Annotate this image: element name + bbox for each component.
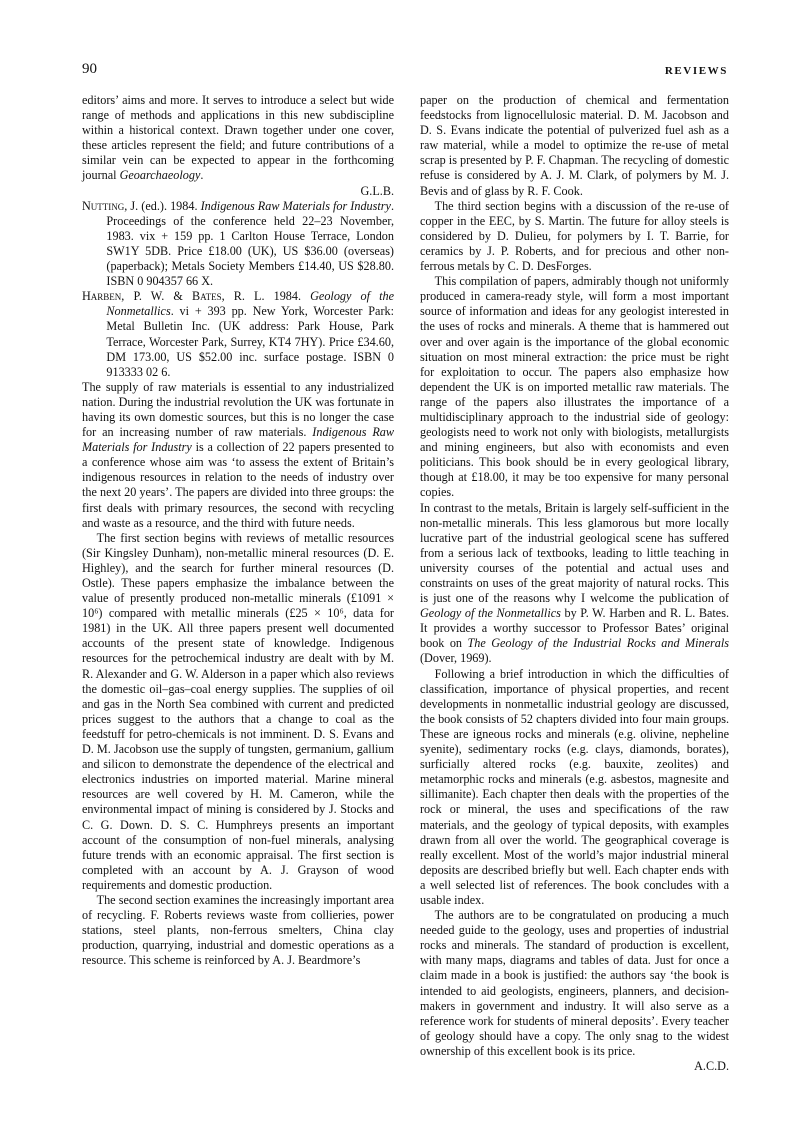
page-number: 90 xyxy=(82,61,97,77)
body-paragraph xyxy=(82,380,394,531)
journal-title: Geoarchaeology xyxy=(119,168,201,183)
body-paragraph: The third section begins with a discussion of the re-use of copper in the EEC, by S. Martin. The future for alloy steels is considered by D. Dulieu, for polymers by I. T. Barrie, for ceramics by J. P. Roberts, and for precious and other non-ferrous metals by C. D. DesForges. xyxy=(420,198,729,274)
intro-paragraph xyxy=(82,93,394,184)
right-column xyxy=(420,93,729,1074)
intro-text: editors’ aims and more. It serves to introduce a select but wide range of methods and applications in this new subdiscipline within a historical context. Drawn together under one cover, these articles represent the field; and future contributions of a similar vein can be expected to appear in the forthcoming journal xyxy=(82,93,394,183)
body-paragraph: The authors are to be congratulated on producing a much needed guide to the geology, uses and properties of industrial rocks and minerals. The standard of production is excellent, with many maps, diagrams and tables of data. Just for once a claim made in a book is justified: the authors say ‘the book is intended to aid geologists, engineers, planners, and decision-makers in government and industry. It will also serve as a reference work for students of mineral deposits’. Every teacher of geology should have a copy. The only snag to the widest ownership of this excellent book is its price. xyxy=(420,908,729,1058)
running-head: REVIEWS xyxy=(664,65,728,77)
body-paragraph: This compilation of papers, admirably though not uniformly produced in camera-ready style, will form a most important source of information and ideas for any geologist interested in the uses of rocks and minerals. A theme that is hammered out over and over again is the importance of the global economic situation on most mineral extraction: the price must be right for exploitation to occur. The papers also emphasize how dependent the UK is on imported metallic raw materials. The range of the papers also illustrates the importance of a multidisciplinary approach to the industrial side of geology: geologists need to work not only with biologists, metallurgists and mining engineers, but also with economists and even politicians. This book should be in every geological library, though at £18.00, it may be too expensive for many personal copies. xyxy=(420,274,729,500)
left-column xyxy=(82,93,394,968)
ref1-ed: (ed.). 1984. xyxy=(138,198,201,213)
intro-end: . xyxy=(200,168,204,183)
ref2-year: 1984. xyxy=(264,289,311,304)
p4-text-a: In contrast to the metals, Britain is largely self-sufficient in the non-metallic minerals. This less glamorous but more locally lucrative part of the industrial geological scene has suffered from a serious lack of textbooks, leading to little teaching in university courses of the potential and actual uses and constraints on uses of the great majority of natural rocks. This is just one of the reasons why I welcome the publication of xyxy=(420,500,729,606)
body-paragraph: paper on the production of chemical and fermentation feedstocks from lignocellulosic material. D. M. Jacobson and D. S. Evans indicate the potential of pulverized fuel ash as a raw material, while a model to optimize the re-use of metal scrap is presented by P. F. Chapman. The recycling of domestic refuse is considered by A. J. M. Clark, of polymers by M. J. Bevis and of glass by R. F. Cook. xyxy=(420,93,729,198)
ref2-details: . vi + 393 pp. New York, Worcester Park: Metal Bulletin Inc. (UK address: Park House, Park Terrace, Worcester Park, Surrey, KT4 7HY). Price £34.60, DM 173.00, US $52.00 inc. surface postage. ISBN 0 913333 02 6. xyxy=(106,304,394,379)
ref2-author-1: Harben, P. W. xyxy=(82,289,165,304)
ref2-title: Geology of the Nonmetallics xyxy=(106,289,394,319)
body-paragraph: Following a brief introduction in which the difficulties of classification, importance of physical properties, and recent developments in nonmetallic industrial geology are discussed, the book consists of 52 chapters divided into four main groups. These are igneous rocks and minerals (e.g. olivine, nepheline syenite), sedimentary rocks (e.g. clays, diamonds, borates), surficially altered rocks (e.g. bauxite, zeolites) and metamorphic rocks and minerals (e.g. asbestos, magnesite and sillimanite). Each chapter then deals with the properties of the rock or mineral, the uses and specifications of the raw materials, and the geology of typical deposits, with examples drawn from all over the world. The geographical coverage is really excellent. Most of the world’s major industrial mineral deposits are described briefly but well. Each chapter ends with a well selected list of references. The book concludes with a usable index. xyxy=(420,666,729,907)
p4-book-title-2: The Geology of the Industrial Rocks and Minerals xyxy=(467,636,730,651)
body-paragraph: The first section begins with reviews of metallic resources (Sir Kingsley Dunham), non-metallic mineral resources (D. E. Highley), and the search for further mineral resources (D. Ostle). These papers emphasize the imbalance between the value of presently produced non-metallic minerals (£1091 × 10⁶) compared with metallic minerals (£25 × 10⁶, data for 1981) in the UK. All three papers present well documented accounts of the present state of knowledge. Indigenous resources for the petrochemical industry are dealt with by M. R. Alexander and G. W. Alderson in a paper which also reviews the domestic oil–gas–coal energy supplies. The supplies of oil and gas in the North Sea combined with current and predicted prices suggest to the authors that a change to coal as the feedstuff for petro-chemicals is not imminent. D. S. Evans and D. M. Jacobson use the supply of tungsten, germanium, gallium and silicon to demonstrate the dependence of the electrical and electronics industries on imported material. Marine mineral resources are well covered by H. M. Cameron, while the environmental impact of mining is considered by J. Stocks and C. G. Down. D. S. C. Humphreys presents an important account of the consumption of non-fuel minerals, analysing future trends with an economic appraisal. The first section is completed with an account by A. J. Grayson of wood requirements and domestic production. xyxy=(82,530,394,892)
p4-book-title-1: Geology of the Nonmetallics xyxy=(420,606,561,621)
reviewer-signature: A.C.D. xyxy=(694,1059,729,1073)
ref2-author-2: Bates, R. L. xyxy=(191,289,265,304)
body-paragraph: The second section examines the increasingly important area of recycling. F. Roberts reviews waste from collieries, power stations, steel plants, non-ferrous smelters, China clay production, quarrying, industrial and domestic operations as a resource. This scheme is reinforced by A. J. Beardmore’s xyxy=(82,892,394,968)
p1-text-b: is a collection of 22 papers presented to a conference whose aim was ‘to assess the extent of Britain’s indigenous resources in relation to the needs of industry over the next 20 years’. The papers are divided into three groups: the first deals with primary resources, the second with recycling and waste as a resource, and the third with future needs. xyxy=(82,440,394,530)
ref1-title: Indigenous Raw Materials for Industry xyxy=(200,198,391,213)
p4-text-c: (Dover, 1969). xyxy=(420,651,492,666)
p1-text-a: The supply of raw materials is essential to any industrialized nation. During the industrial revolution the UK was fortunate in having its own domestic sources, but this is no longer the case for an increasing number of raw materials. xyxy=(82,379,394,440)
body-paragraph xyxy=(420,501,729,667)
book-reference-1 xyxy=(82,199,394,290)
ref1-author: Nutting, J. xyxy=(82,198,139,213)
p4-text-b: by P. W. Harben and R. L. Bates. It provides a worthy successor to Professor Bates’ original book on xyxy=(420,606,729,651)
ref1-details: . Proceedings of the conference held 22–23 November, 1983. vix + 159 pp. 1 Carlton House Terrace, London SW1Y 5DB. Price £18.00 (UK), US $36.00 (overseas) (paperback); Metals Society Members £14.40, US $28.80. ISBN 0 904357 66 X. xyxy=(106,198,394,289)
ref2-amp: & xyxy=(164,289,192,304)
p1-book-title: Indigenous Raw Materials for Industry xyxy=(82,425,394,455)
book-reference-2 xyxy=(82,289,394,380)
reviewer-signature: G.L.B. xyxy=(360,183,394,198)
